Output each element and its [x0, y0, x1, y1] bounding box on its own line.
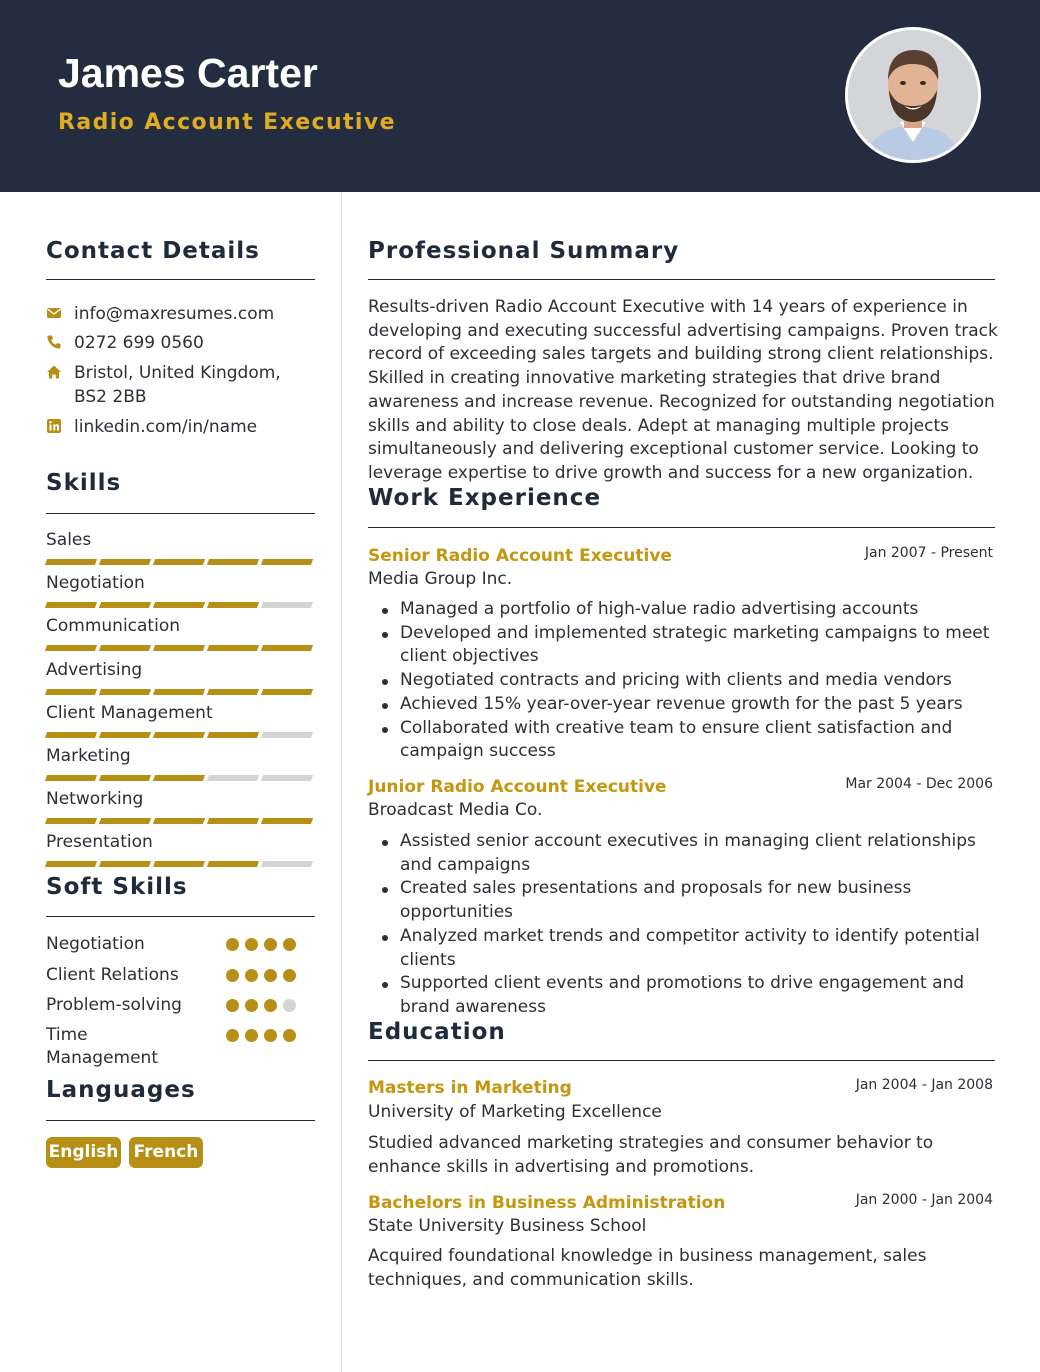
job-bullet: Negotiated contracts and pricing with clients and media vendors	[400, 669, 1000, 693]
job-dates: Mar 2004 - Dec 2006	[845, 776, 993, 792]
job-company: Media Group Inc.	[368, 569, 513, 589]
skill-label: Negotiation	[46, 573, 145, 594]
rating-dot	[245, 999, 258, 1012]
rating-dot	[264, 938, 277, 951]
language-badge-english: English	[46, 1137, 121, 1168]
contact-linkedin[interactable]	[46, 415, 314, 439]
rating-dot	[283, 969, 296, 982]
job-company: Broadcast Media Co.	[368, 800, 543, 820]
job-bullet: Assisted senior account executives in managing client relationships and campaigns	[400, 830, 1000, 877]
skill-level-segment	[207, 689, 259, 695]
rating-dot	[264, 999, 277, 1012]
home-icon	[46, 364, 62, 380]
contact-phone[interactable]	[46, 331, 314, 355]
skill-label: Advertising	[46, 659, 143, 680]
skill-level-segment	[207, 645, 259, 651]
skill-level-bar	[46, 645, 312, 651]
skill-level-bar	[46, 732, 312, 738]
soft-skill-rating	[226, 969, 296, 982]
skill-level-segment	[99, 645, 151, 651]
rating-dot	[283, 938, 296, 951]
skill-label: Presentation	[46, 832, 153, 853]
skill-level-segment	[207, 861, 259, 867]
summary-section-rule	[368, 279, 995, 280]
skill-level-segment	[207, 818, 259, 824]
education-section-title: Education	[368, 1019, 506, 1045]
soft-skills-section-rule	[46, 916, 315, 917]
skill-level-segment	[45, 559, 97, 565]
skill-label: Communication	[46, 616, 180, 637]
soft-skills-section-title: Soft Skills	[46, 874, 188, 900]
job-bullet: Supported client events and promotions to drive engagement and brand awareness	[400, 972, 1000, 1019]
rating-dot	[264, 969, 277, 982]
degree-dates: Jan 2004 - Jan 2008	[855, 1077, 993, 1093]
language-badge-french: French	[129, 1137, 203, 1168]
job-bullet: Created sales presentations and proposals for new business opportunities	[400, 877, 1000, 924]
skill-level-segment	[207, 775, 259, 781]
rating-dot	[245, 938, 258, 951]
skill-label: Client Management	[46, 702, 213, 723]
job-bullet: Developed and implemented strategic marketing campaigns to meet client objectives	[400, 622, 1000, 669]
skill-level-bar	[46, 559, 312, 565]
profile-photo	[845, 27, 981, 163]
skill-level-segment	[45, 645, 97, 651]
skill-label: Networking	[46, 789, 144, 810]
soft-skill-label: Time Management	[46, 1025, 158, 1068]
school-name: University of Marketing Excellence	[368, 1102, 662, 1122]
job-dates: Jan 2007 - Present	[864, 545, 993, 561]
summary-section-title: Professional Summary	[368, 238, 680, 264]
skill-level-segment	[99, 732, 151, 738]
job-bullet: Analyzed market trends and competitor activity to identify potential clients	[400, 925, 1000, 972]
skill-level-segment	[45, 818, 97, 824]
skill-level-segment	[207, 559, 259, 565]
skill-level-segment	[153, 818, 205, 824]
skill-level-segment	[99, 602, 151, 608]
soft-skill-rating	[226, 999, 296, 1012]
degree-title: Masters in Marketing	[368, 1078, 572, 1098]
contact-section-title: Contact Details	[46, 238, 260, 264]
skill-level-segment	[153, 602, 205, 608]
job-role: Radio Account Executive	[58, 110, 396, 135]
skill-level-segment	[99, 689, 151, 695]
skill-level-segment	[99, 775, 151, 781]
skill-level-segment	[153, 645, 205, 651]
experience-section-title: Work Experience	[368, 485, 602, 511]
skill-level-bar	[46, 861, 312, 867]
rating-dot	[283, 1029, 296, 1042]
envelope-icon	[46, 305, 62, 321]
soft-skill-rating	[226, 938, 296, 951]
job-bullets	[400, 598, 1000, 764]
skill-level-segment	[153, 861, 205, 867]
school-name: State University Business School	[368, 1216, 647, 1236]
soft-skill-label: Problem-solving	[46, 995, 182, 1015]
soft-skill-label: Client Relations	[46, 965, 179, 985]
skill-level-segment	[99, 861, 151, 867]
phone-text: 0272 699 0560	[74, 333, 204, 353]
rating-dot	[226, 999, 239, 1012]
degree-description: Studied advanced marketing strategies and consumer behavior to enhance skills in advertising and promotions.	[368, 1133, 934, 1177]
languages-section-title: Languages	[46, 1077, 196, 1103]
job-bullets	[400, 830, 1000, 1020]
skill-level-segment	[45, 689, 97, 695]
skill-level-segment	[153, 689, 205, 695]
contact-address	[46, 361, 314, 409]
summary-text: Results-driven Radio Account Executive with 14 years of experience in developing and executing successful advertising campaigns. Proven track record of exceeding sales targets and building strong client relationships. Skilled in creating innovative marketing strategies that drive brand awareness and increase revenue. Recognized for outstanding negotiation skills and ability to close deals. Adept at managing multiple projects simultaneously and delivering exceptional customer service. Looking to leverage expertise to drive growth and success for a new organization.	[368, 297, 998, 483]
profile-portrait-icon	[848, 30, 978, 160]
skill-level-bar	[46, 689, 312, 695]
skill-level-segment	[261, 818, 313, 824]
skill-level-segment	[261, 732, 313, 738]
skill-label: Sales	[46, 530, 92, 550]
languages-section-rule	[46, 1120, 315, 1121]
skill-level-segment	[261, 775, 313, 781]
address-text: Bristol, United Kingdom, BS2 2BB	[74, 363, 281, 407]
column-divider	[341, 192, 342, 1372]
job-bullet: Achieved 15% year-over-year revenue growth for the past 5 years	[400, 693, 1000, 717]
rating-dot	[264, 1029, 277, 1042]
job-title: Senior Radio Account Executive	[368, 546, 672, 566]
degree-dates: Jan 2000 - Jan 2004	[855, 1192, 993, 1208]
phone-icon	[46, 334, 62, 350]
contact-section-rule	[46, 279, 315, 280]
rating-dot	[245, 969, 258, 982]
skill-level-segment	[207, 732, 259, 738]
candidate-name: James Carter	[58, 50, 318, 96]
skill-level-segment	[261, 861, 313, 867]
job-bullet: Collaborated with creative team to ensure client satisfaction and campaign success	[400, 717, 1000, 764]
rating-dot	[226, 969, 239, 982]
skill-level-segment	[99, 559, 151, 565]
soft-skill-rating	[226, 1029, 296, 1042]
degree-title: Bachelors in Business Administration	[368, 1193, 726, 1213]
skill-level-bar	[46, 818, 312, 824]
skill-level-segment	[207, 602, 259, 608]
skill-level-segment	[45, 861, 97, 867]
degree-description: Acquired foundational knowledge in business management, sales techniques, and communication skills.	[368, 1246, 927, 1290]
skill-level-segment	[261, 559, 313, 565]
skill-level-segment	[45, 775, 97, 781]
education-section-rule	[368, 1060, 995, 1061]
skill-level-segment	[261, 602, 313, 608]
rating-dot	[283, 999, 296, 1012]
rating-dot	[226, 1029, 239, 1042]
skill-label: Marketing	[46, 746, 131, 766]
linkedin-icon	[46, 418, 62, 434]
linkedin-text: linkedin.com/in/name	[74, 417, 258, 437]
email-text: info@maxresumes.com	[74, 304, 275, 324]
skill-level-segment	[153, 775, 205, 781]
skill-level-segment	[45, 602, 97, 608]
skills-section-rule	[46, 513, 315, 514]
skill-level-bar	[46, 602, 312, 608]
skill-level-segment	[261, 689, 313, 695]
soft-skill-label: Negotiation	[46, 934, 145, 954]
skill-level-segment	[153, 559, 205, 565]
skill-level-segment	[45, 732, 97, 738]
contact-email[interactable]	[46, 302, 314, 326]
rating-dot	[226, 938, 239, 951]
skill-level-bar	[46, 775, 312, 781]
skill-level-segment	[153, 732, 205, 738]
rating-dot	[245, 1029, 258, 1042]
skill-level-segment	[261, 645, 313, 651]
header-banner	[0, 0, 1040, 192]
skill-level-segment	[99, 818, 151, 824]
skills-section-title: Skills	[46, 470, 122, 496]
job-bullet: Managed a portfolio of high-value radio advertising accounts	[400, 598, 1000, 622]
job-title: Junior Radio Account Executive	[368, 777, 667, 797]
experience-section-rule	[368, 527, 995, 528]
